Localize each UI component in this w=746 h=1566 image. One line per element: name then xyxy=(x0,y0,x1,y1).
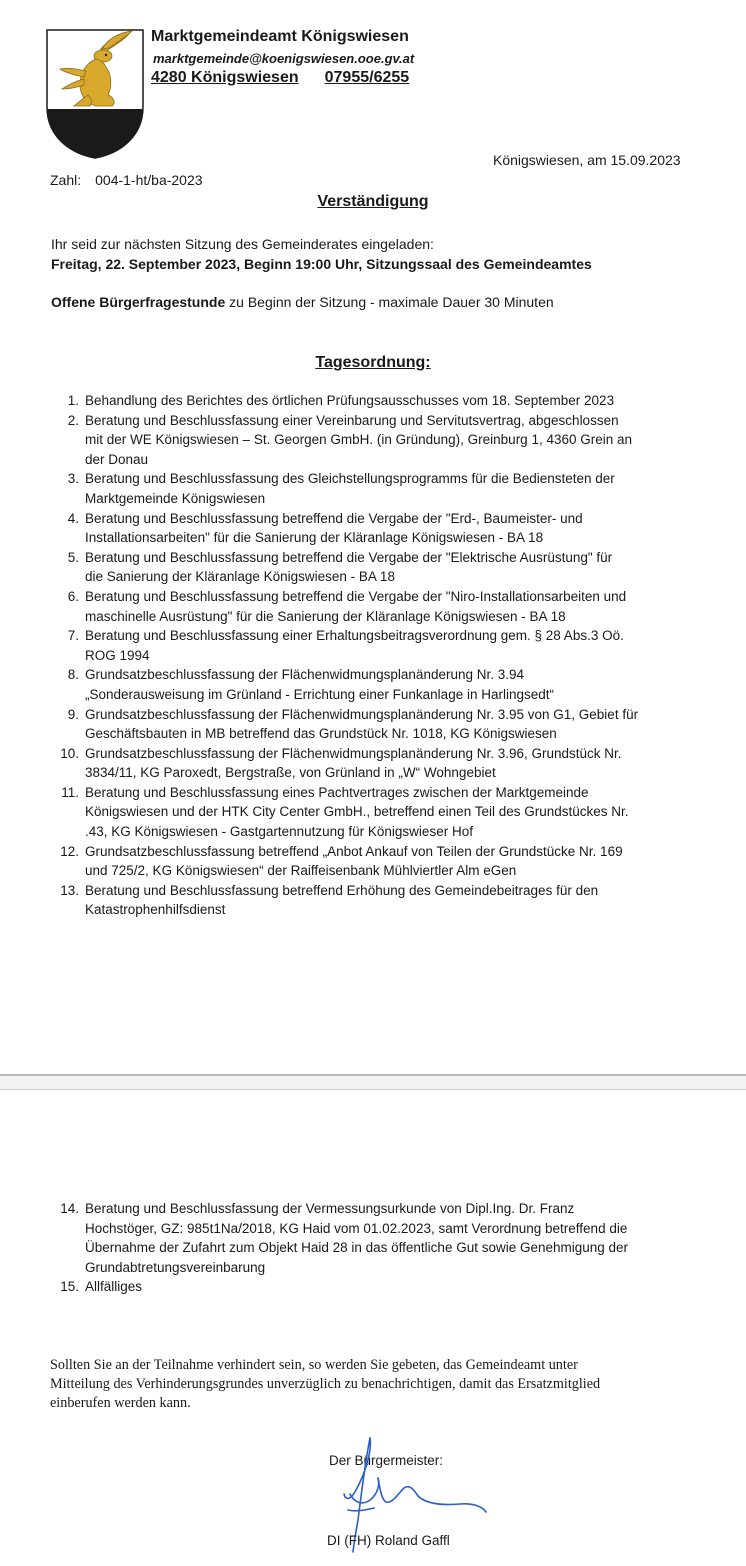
agenda-item-text: Katastrophenhilfsdienst xyxy=(85,902,226,918)
document-title: Verständigung xyxy=(317,193,429,210)
agenda-item-number: 6. xyxy=(67,588,79,604)
agenda-item xyxy=(51,626,701,665)
municipality-email: marktgemeinde@koenigswiesen.ooe.gv.at xyxy=(153,51,415,66)
document-date: Königswiesen, am 15.09.2023 xyxy=(493,152,681,168)
agenda-item-text: Beratung und Beschlussfassung betreffend die Vergabe der "Niro-Installationsarbeiten und xyxy=(85,588,627,604)
agenda-item-number: 7. xyxy=(67,628,79,644)
reference-label: Zahl: xyxy=(50,172,82,188)
notice-line: Sollten Sie an der Teilnahme verhindert sein, so werden Sie gebeten, das Gemeindeamt unter xyxy=(50,1357,578,1373)
citizen-question-hour xyxy=(51,294,554,310)
agenda-item-text: Grundabtretungsvereinbarung xyxy=(85,1259,266,1275)
agenda-item-number: 12. xyxy=(60,843,79,859)
agenda-item-text: Beratung und Beschlussfassung einer Erhaltungsbeitragsverordnung gem. § 28 Abs.3 Oö. xyxy=(85,628,624,644)
agenda-item-text: Beratung und Beschlussfassung betreffend die Vergabe der "Elektrische Ausrüstung" für xyxy=(85,549,613,565)
agenda-item-number: 3. xyxy=(67,471,79,487)
agenda-list-page-2 xyxy=(51,1199,701,1297)
agenda-item-text: Beratung und Beschlussfassung des Gleichstellungsprogramms für die Bediensteten der xyxy=(85,471,615,487)
agenda-item-number: 8. xyxy=(67,667,79,683)
absence-notice xyxy=(50,1356,700,1413)
agenda-item-number: 5. xyxy=(67,549,79,565)
agenda-item-text: Hochstöger, GZ: 985t1Na/2018, KG Haid vom 01.02.2023, samt Verordnung betreffend die xyxy=(85,1220,628,1236)
agenda-item-text: .43, KG Königswiesen - Gastgartennutzung für Königswieser Hof xyxy=(85,824,473,840)
signatory-name: DI (FH) Roland Gaffl xyxy=(327,1533,450,1548)
reference-value: 004-1-ht/ba-2023 xyxy=(95,172,203,188)
agenda-item xyxy=(51,391,701,411)
agenda-item xyxy=(51,469,701,508)
agenda-item xyxy=(51,411,701,470)
agenda-item-text: „Sonderausweisung im Grünland - Errichtung einer Funkanlage in Harlingsedt“ xyxy=(85,686,554,702)
agenda-item-text: Beratung und Beschlussfassung der Vermessungsurkunde von Dipl.Ing. Dr. Franz xyxy=(85,1201,575,1216)
municipality-name: Marktgemeindeamt Königswiesen xyxy=(151,28,409,45)
agenda-item-number: 11. xyxy=(61,784,79,800)
agenda-item xyxy=(51,783,701,842)
coat-of-arms-rabbit-icon xyxy=(46,29,144,159)
agenda-item xyxy=(51,665,701,704)
agenda-item-text: und 725/2, KG Königswiesen“ der Raiffeisenbank Mühlviertler Alm eGen xyxy=(85,863,517,879)
agenda-item-text: Beratung und Beschlussfassung betreffend Erhöhung des Gemeindebeitrages für den xyxy=(85,882,599,898)
agenda-item-number: 1. xyxy=(67,393,79,408)
question-hour-rest: zu Beginn der Sitzung - maximale Dauer 30 Minuten xyxy=(225,294,554,310)
agenda-item-text: Installationsarbeiten" für die Sanierung der Kläranlage Königswiesen - BA 18 xyxy=(85,530,544,546)
agenda-item-text: Grundsatzbeschlussfassung der Flächenwidmungsplanänderung Nr. 3.94 xyxy=(85,667,525,683)
agenda-item xyxy=(51,1277,701,1297)
agenda-list-page-1 xyxy=(51,391,701,920)
agenda-item-text: Grundsatzbeschlussfassung der Flächenwidmungsplanänderung Nr. 3.95 von G1, Gebiet für xyxy=(85,706,639,722)
agenda-item-number: 9. xyxy=(67,706,79,722)
agenda-item-text: ROG 1994 xyxy=(85,647,150,663)
agenda-item-number: 2. xyxy=(67,412,79,428)
agenda-item-text: maschinelle Ausrüstung" für die Sanierung der Kläranlage Königswiesen - BA 18 xyxy=(85,608,566,624)
postcode-city: 4280 Königswiesen xyxy=(151,69,299,86)
notice-line: Mitteilung des Verhinderungsgrundes unverzüglich zu benachrichtigen, damit das Ersatzmitglied xyxy=(50,1376,601,1392)
notice-line: einberufen werden kann. xyxy=(50,1395,191,1411)
question-hour-bold: Offene Bürgerfragestunde xyxy=(51,294,226,310)
agenda-item-text: Beratung und Beschlussfassung einer Vereinbarung und Servitutsvertrag, abgeschlossen xyxy=(85,412,619,428)
agenda-item xyxy=(51,842,701,881)
agenda-item xyxy=(51,509,701,548)
agenda-item-number: 15. xyxy=(60,1279,79,1295)
signature-title: Der Bürgermeister: xyxy=(329,1453,444,1468)
agenda-item-text: Allfälliges xyxy=(85,1279,143,1295)
agenda-title: Tagesordnung: xyxy=(315,354,431,371)
agenda-item xyxy=(51,705,701,744)
agenda-item xyxy=(51,881,701,920)
agenda-item-text: Beratung und Beschlussfassung eines Pachtvertrages zwischen der Marktgemeinde xyxy=(85,784,589,800)
agenda-item xyxy=(51,587,701,626)
agenda-item-number: 4. xyxy=(67,510,79,526)
agenda-item xyxy=(51,548,701,587)
agenda-item-text: Marktgemeinde Königswiesen xyxy=(85,490,266,506)
meeting-time: Freitag, 22. September 2023, Beginn 19:00 Uhr, Sitzungssaal des Gemeindeamtes xyxy=(51,256,592,272)
agenda-item-text: Behandlung des Berichtes des örtlichen Prüfungsausschusses vom 18. September 2023 xyxy=(85,393,615,408)
agenda-item-number: 13. xyxy=(60,882,79,898)
municipality-address xyxy=(151,69,409,87)
agenda-item-number: 10. xyxy=(60,745,79,761)
agenda-item xyxy=(51,744,701,783)
agenda-item-text: Königswiesen und der HTK City Center GmbH., betreffend einen Teil des Grundstückes Nr. xyxy=(85,804,629,820)
invitation-text: Ihr seid zur nächsten Sitzung des Gemeinderates eingeladen: xyxy=(51,236,434,252)
agenda-item-text: Geschäftsbauten in MB betreffend das Grundstück Nr. 1018, KG Königswiesen xyxy=(85,726,557,742)
reference-number xyxy=(50,172,203,188)
page-separator xyxy=(0,1074,746,1090)
agenda-item-text: Grundsatzbeschlussfassung betreffend „Anbot Ankauf von Teilen der Grundstücke Nr. 169 xyxy=(85,843,623,859)
agenda-item xyxy=(51,1199,701,1277)
phone-number: 07955/6255 xyxy=(324,69,410,86)
agenda-item-text: 3834/11, KG Paroxedt, Bergstraße, von Grünland in „W“ Wohngebiet xyxy=(85,765,496,781)
agenda-item-text: mit der WE Königswiesen – St. Georgen GmbH. (in Gründung), Greinburg 1, 4360 Grein an xyxy=(85,432,633,448)
agenda-item-text: der Donau xyxy=(85,451,149,467)
agenda-item-text: Beratung und Beschlussfassung betreffend die Vergabe der "Erd-, Baumeister- und xyxy=(85,510,583,526)
agenda-item-text: die Sanierung der Kläranlage Königswiesen - BA 18 xyxy=(85,569,395,585)
agenda-item-text: Übernahme der Zufahrt zum Objekt Haid 28 in das öffentliche Gut sowie Genehmigung der xyxy=(85,1240,629,1256)
agenda-item-number: 14. xyxy=(60,1201,79,1216)
agenda-item-text: Grundsatzbeschlussfassung der Flächenwidmungsplanänderung Nr. 3.96, Grundstück Nr. xyxy=(85,745,622,761)
